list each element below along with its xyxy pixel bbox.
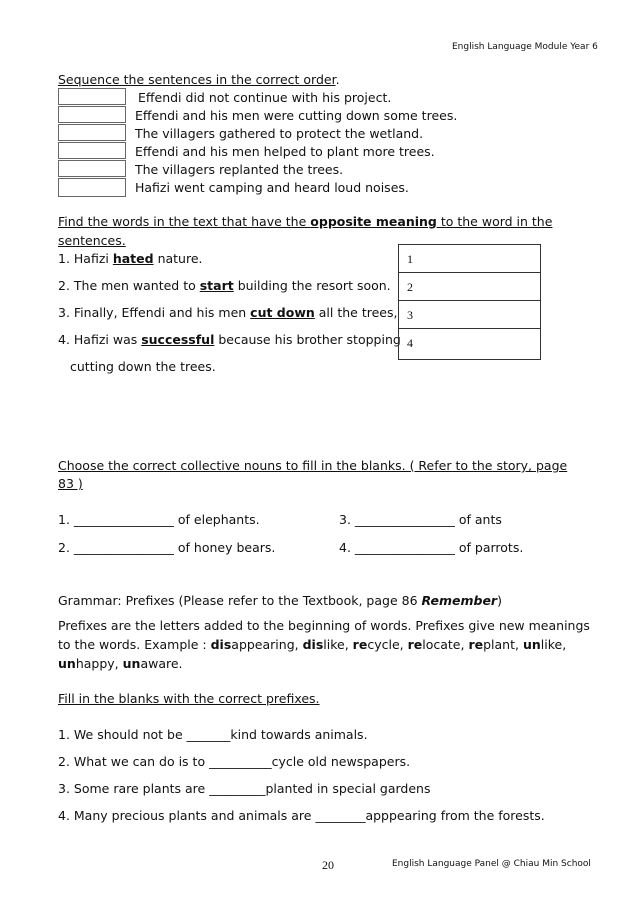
collective-item: 4. ________________ of parrots. <box>339 540 524 555</box>
opposite-item: 2. The men wanted to start building the resort soon. <box>58 278 391 293</box>
blank[interactable]: __________ <box>209 754 272 769</box>
grammar-paragraph-line2: to the words. Example : disappearing, dislike, recycle, relocate, replant, unlike, <box>58 637 567 652</box>
opposite-answer-box[interactable]: 4 <box>398 328 541 360</box>
blank[interactable]: ________________ <box>354 512 455 527</box>
opposite-item: 4. Hafizi was successful because his brother stopping <box>58 332 401 347</box>
collective-item: 2. ________________ of honey bears. <box>58 540 276 555</box>
blank[interactable]: _________ <box>209 781 266 796</box>
prefix-item: 3. Some rare plants are _________planted in special gardens <box>58 781 431 796</box>
sequence-sentence: Effendi and his men helped to plant more trees. <box>135 144 435 159</box>
prefix-item: 4. Many precious plants and animals are ________apppearing from the forests. <box>58 808 545 823</box>
collective-heading-cont: 83 ) <box>58 476 83 491</box>
opposite-heading-cont: sentences. <box>58 233 126 248</box>
sequence-answer-box[interactable] <box>58 88 126 105</box>
footer-credit: English Language Panel @ Chiau Min School <box>392 859 591 869</box>
blank[interactable]: ________ <box>315 808 366 823</box>
blank[interactable]: ________________ <box>73 512 174 527</box>
grammar-paragraph-line3: unhappy, unaware. <box>58 656 183 671</box>
sequence-answer-box[interactable] <box>58 124 126 141</box>
sequence-sentence: Hafizi went camping and heard loud noises. <box>135 180 409 195</box>
sequence-answer-box[interactable] <box>58 106 126 123</box>
sequence-sentence: The villagers replanted the trees. <box>135 162 344 177</box>
sequence-heading: Sequence the sentences in the correct order. <box>58 72 340 87</box>
opposite-item: 1. Hafizi hated nature. <box>58 251 203 266</box>
sequence-sentence: Effendi and his men were cutting down some trees. <box>135 108 458 123</box>
collective-item: 1. ________________ of elephants. <box>58 512 260 527</box>
opposite-answer-box[interactable]: 1 <box>398 244 541 273</box>
prefix-item: 2. What we can do is to __________cycle old newspapers. <box>58 754 411 769</box>
sequence-answer-box[interactable] <box>58 142 126 159</box>
grammar-title: Grammar: Prefixes (Please refer to the Textbook, page 86 Remember) <box>58 593 502 608</box>
blank[interactable]: ________________ <box>73 540 174 555</box>
prefix-item: 1. We should not be _______kind towards animals. <box>58 727 368 742</box>
collective-item: 3. ________________ of ants <box>339 512 502 527</box>
sequence-sentence: Effendi did not continue with his project. <box>138 90 392 105</box>
opposite-item-cont: cutting down the trees. <box>70 359 216 374</box>
blank[interactable]: _______ <box>186 727 231 742</box>
prefix-fill-heading: Fill in the blanks with the correct prefixes. <box>58 691 320 706</box>
sequence-answer-box[interactable] <box>58 178 126 197</box>
opposite-answer-box[interactable]: 3 <box>398 300 541 329</box>
sequence-answer-box[interactable] <box>58 160 126 177</box>
opposite-item: 3. Finally, Effendi and his men cut down all the trees, <box>58 305 398 320</box>
module-header: English Language Module Year 6 <box>452 42 598 52</box>
blank[interactable]: ________________ <box>354 540 455 555</box>
opposite-answer-box[interactable]: 2 <box>398 272 541 301</box>
sequence-sentence: The villagers gathered to protect the wetland. <box>135 126 424 141</box>
collective-heading: Choose the correct collective nouns to fill in the blanks. ( Refer to the story, page <box>58 458 568 473</box>
page-number: 20 <box>322 858 334 872</box>
opposite-heading: Find the words in the text that have the opposite meaning to the word in the <box>58 214 553 229</box>
grammar-paragraph-line1: Prefixes are the letters added to the beginning of words. Prefixes give new meanings <box>58 618 590 633</box>
